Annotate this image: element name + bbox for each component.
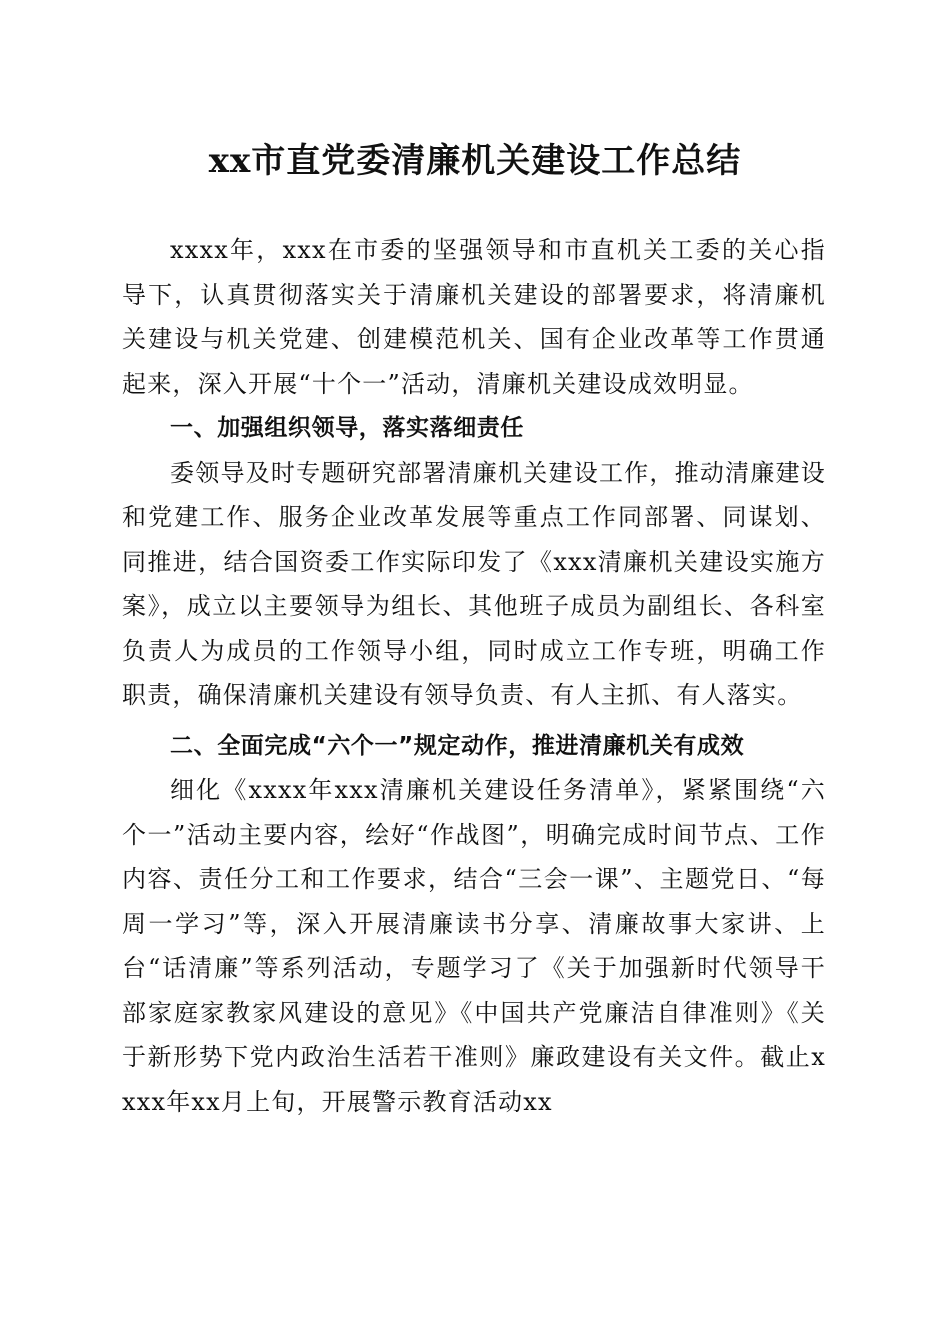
section-1-heading: 一、加强组织领导，落实落细责任 <box>170 415 524 441</box>
section-2-heading: 二、全面完成“六个一”规定动作，推进清廉机关有成效 <box>170 732 745 759</box>
section-2-paragraph: 细化《xxxx年xxx清廉机关建设任务清单》，紧紧围绕“六个一”活动主要内容，绘好“作战图”，明确完成时间节点、工作内容、责任分工和工作要求，结合“三会一课”、主题党日、“每周一学习”等，深入开展清廉读书分享、清廉故事大家讲、上台“话清廉”等系列活动，专题学习了《关于加强新时代领导干部家庭家教家风建设的意见》《中国共产党廉洁自律准则》《关于新形势下党内政治生活若干准则》廉政建设有关文件。截止xxxx年xx月上旬，开展警示教育活动xx <box>122 776 826 1116</box>
document-body <box>122 228 826 1124</box>
document-title: xx市直党委清廉机关建设工作总结 <box>208 141 742 181</box>
section-1-paragraph: 委领导及时专题研究部署清廉机关建设工作，推动清廉建设和党建工作、服务企业改革发展等重点工作同部署、同谋划、同推进，结合国资委工作实际印发了《xxx清廉机关建设实施方案》，成立以主要领导为组长、其他班子成员为副组长、各科室负责人为成员的工作领导小组，同时成立工作专班，明确工作职责，确保清廉机关建设有领导负责、有人主抓、有人落实。 <box>122 458 826 709</box>
intro-paragraph: xxxx年，xxx在市委的坚强领导和市直机关工委的关心指导下，认真贯彻落实关于清廉机关建设的部署要求，将清廉机关建设与机关党建、创建模范机关、国有企业改革等工作贯通起来，深入开展“十个一”活动，清廉机关建设成效明显。 <box>122 236 826 398</box>
